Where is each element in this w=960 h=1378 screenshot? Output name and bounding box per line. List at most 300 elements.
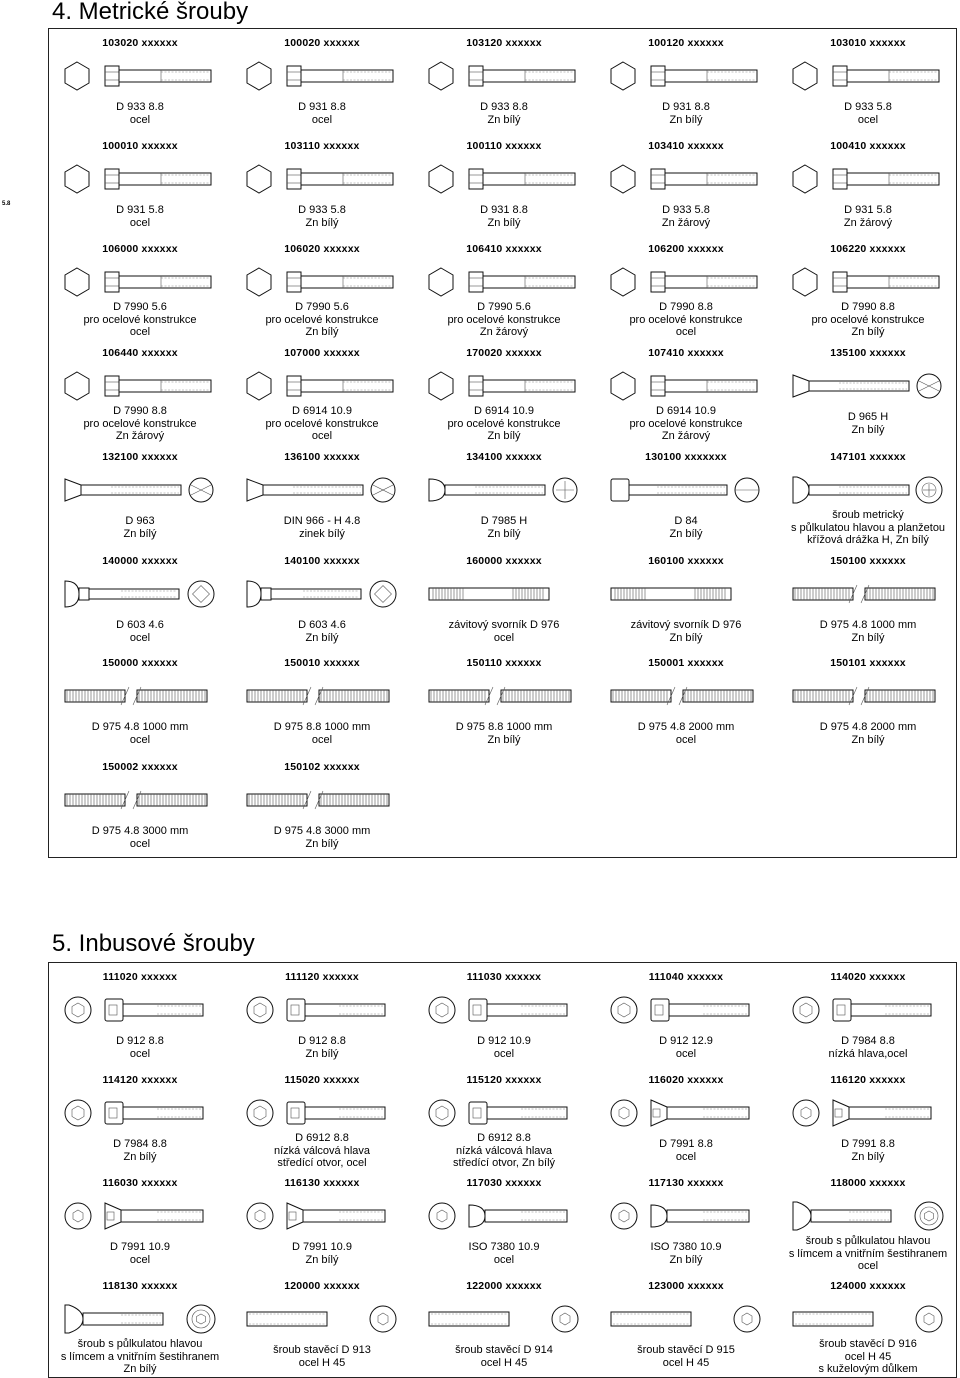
product-description [595, 1138, 777, 1163]
threaded-stud-icon [425, 577, 585, 616]
product-description [595, 301, 777, 339]
product-description [49, 1241, 231, 1266]
description-line: D 963 [125, 515, 155, 527]
product-code: 136100 xxxxxx [284, 451, 360, 463]
description-line: Zn bílý [851, 326, 885, 338]
description-line: nízká válcová hlava [456, 1144, 552, 1157]
pan-head-screw-icon [425, 473, 585, 512]
description-line: ISO 7380 10.9 [468, 1241, 540, 1253]
description-line: Zn bílý [305, 631, 339, 644]
product-code: 132100 xxxxxx [102, 451, 178, 463]
cheese-head-screw-icon [607, 473, 767, 512]
description-line: pro ocelové konstrukce [629, 417, 743, 430]
threaded-rod-icon [61, 679, 221, 718]
description-line: s půlkulatou hlavou a planžetou [790, 521, 946, 534]
product-code: 150100 xxxxxx [830, 555, 906, 567]
description-line: Zn bílý [487, 733, 521, 746]
product-description [413, 101, 595, 126]
description-line: D 6914 10.9 [656, 405, 716, 417]
description-line: D 6912 8.8 [295, 1132, 349, 1144]
product-description [413, 1132, 595, 1170]
product-description [595, 405, 777, 443]
description-line: Zn bílý [851, 631, 885, 644]
set-screw-icon [607, 1302, 767, 1341]
description-line: šroub metrický [832, 509, 904, 521]
description-line: pro ocelové konstrukce [265, 417, 379, 430]
description-line: šroub stavěcí D 913 [273, 1344, 371, 1356]
product-code: 117030 xxxxxx [466, 1177, 542, 1189]
description-line: D 975 4.8 1000 mm [91, 721, 189, 733]
product-code: 107000 xxxxxx [284, 347, 360, 359]
description-line: D 7991 10.9 [110, 1241, 170, 1253]
description-line: středící otvor, ocel [277, 1157, 367, 1169]
product-description [231, 1344, 413, 1369]
socket-cap-screw-icon [607, 993, 767, 1032]
description-line: s límcem a vnitřním šestihranem [788, 1247, 948, 1260]
description-line: nízká hlava,ocel [828, 1047, 908, 1060]
socket-screws-grid [48, 962, 957, 1378]
product-description [231, 825, 413, 850]
description-line: ocel [129, 326, 151, 338]
product-code: 140000 xxxxxx [102, 555, 178, 567]
product-code: 124000 xxxxxx [830, 1280, 906, 1292]
hex-bolt-icon [425, 59, 585, 98]
description-line: s límcem a vnitřním šestihranem [60, 1350, 220, 1363]
product-description [49, 1138, 231, 1163]
socket-cap-screw-icon [243, 1096, 403, 1135]
description-line: D 7990 8.8 [841, 301, 895, 313]
description-line: D 975 4.8 3000 mm [273, 825, 371, 837]
description-line: ocel [311, 430, 333, 442]
stray-label: 5.8 [2, 201, 11, 207]
section-title-socket: 5. Inbusové šrouby [52, 930, 255, 957]
description-line: Zn žárový [843, 216, 893, 229]
threaded-rod-icon [789, 679, 949, 718]
description-line: D 931 8.8 [298, 101, 346, 113]
threaded-stud-icon [607, 577, 767, 616]
product-code: 170020 xxxxxx [466, 347, 542, 359]
description-line: ocel [675, 1047, 697, 1060]
product-description [413, 1035, 595, 1060]
socket-cap-screw-icon [61, 993, 221, 1032]
product-description [49, 1338, 231, 1376]
product-description [231, 204, 413, 229]
description-line: D 6912 8.8 [477, 1132, 531, 1144]
description-line: Zn bílý [305, 837, 339, 850]
description-line: pro ocelové konstrukce [265, 313, 379, 326]
product-code: 100410 xxxxxx [830, 140, 906, 152]
description-line: D 965 H [847, 411, 889, 423]
description-line: ocel [129, 631, 151, 644]
product-code: 140100 xxxxxx [284, 555, 360, 567]
product-description [231, 721, 413, 746]
product-description [231, 301, 413, 339]
flange-button-socket-screw-icon [61, 1302, 221, 1341]
product-code: 103110 xxxxxx [284, 140, 360, 152]
description-line: ocel [675, 1150, 697, 1163]
product-code: 111040 xxxxxx [648, 971, 724, 983]
product-code: 111120 xxxxxx [285, 971, 359, 983]
description-line: D 7991 10.9 [292, 1241, 352, 1253]
product-description [777, 411, 959, 436]
product-code: 130100 xxxxxxx [645, 451, 727, 463]
description-line: ocel [129, 1253, 151, 1266]
description-line: D 7984 8.8 [841, 1035, 895, 1047]
product-code: 150010 xxxxxx [284, 657, 360, 669]
description-line: ocel [129, 837, 151, 850]
product-description [777, 721, 959, 746]
product-description [49, 301, 231, 339]
description-line: D 931 8.8 [662, 101, 710, 113]
description-line: D 7990 5.6 [295, 301, 349, 313]
hex-bolt-icon [61, 265, 221, 304]
product-description [595, 619, 777, 644]
description-line: D 912 8.8 [116, 1035, 164, 1047]
product-description [49, 619, 231, 644]
description-line: ocel [493, 1253, 515, 1266]
product-description [777, 619, 959, 644]
product-code: 115020 xxxxxx [284, 1074, 360, 1086]
product-code: 134100 xxxxxx [466, 451, 542, 463]
hex-bolt-icon [789, 59, 949, 98]
description-line: D 931 5.8 [116, 204, 164, 216]
description-line: Zn bílý [487, 113, 521, 126]
product-description [231, 515, 413, 540]
product-description [777, 204, 959, 229]
product-description [777, 509, 959, 547]
description-line: Zn bílý [851, 733, 885, 746]
hex-bolt-icon [425, 265, 585, 304]
description-line: D 7985 H [480, 515, 528, 527]
product-code: 114120 xxxxxx [102, 1074, 178, 1086]
product-description [49, 721, 231, 746]
countersunk-socket-screw-icon [607, 1096, 767, 1135]
set-screw-icon [243, 1302, 403, 1341]
description-line: šroub stavěcí D 914 [455, 1344, 553, 1356]
product-description [777, 1235, 959, 1273]
hex-bolt-icon [789, 265, 949, 304]
description-line: šroub s půlkulatou hlavou [77, 1338, 203, 1350]
product-description [231, 101, 413, 126]
description-line: pro ocelové konstrukce [83, 417, 197, 430]
hex-bolt-icon [61, 59, 221, 98]
product-description [777, 101, 959, 126]
set-screw-icon [789, 1302, 949, 1341]
product-description [595, 721, 777, 746]
countersunk-screw-icon [61, 473, 221, 512]
description-line: Zn bílý [669, 1253, 703, 1266]
socket-cap-screw-icon [61, 1096, 221, 1135]
flange-button-socket-screw-icon [789, 1199, 949, 1238]
description-line: Zn bílý [669, 113, 703, 126]
description-line: pro ocelové konstrukce [629, 313, 743, 326]
description-line: šroub s půlkulatou hlavou [805, 1235, 931, 1247]
product-description [595, 515, 777, 540]
product-description [49, 825, 231, 850]
product-description [413, 1241, 595, 1266]
description-line: D 975 4.8 2000 mm [819, 721, 917, 733]
socket-cap-screw-icon [425, 1096, 585, 1135]
description-line: ocel [675, 733, 697, 746]
product-code: 103120 xxxxxx [466, 37, 542, 49]
description-line: Zn bílý [305, 1253, 339, 1266]
product-code: 117130 xxxxxx [648, 1177, 724, 1189]
product-description [777, 1035, 959, 1060]
description-line: ocel [493, 1047, 515, 1060]
button-head-socket-screw-icon [425, 1199, 585, 1238]
product-description [777, 1338, 959, 1376]
product-code: 103410 xxxxxx [648, 140, 724, 152]
description-line: s kuželovým důlkem [818, 1363, 918, 1375]
product-description [231, 405, 413, 443]
description-line: ocel [857, 113, 879, 126]
product-description [49, 204, 231, 229]
description-line: D 931 5.8 [844, 204, 892, 216]
product-code: 122000 xxxxxx [466, 1280, 542, 1292]
product-code: 150102 xxxxxx [284, 761, 360, 773]
product-code: 116030 xxxxxx [102, 1177, 178, 1189]
description-line: ocel [129, 113, 151, 126]
description-line: D 912 8.8 [298, 1035, 346, 1047]
product-code: 160100 xxxxxx [648, 555, 724, 567]
socket-cap-screw-icon [789, 993, 949, 1032]
product-description [413, 301, 595, 339]
carriage-bolt-icon [243, 577, 403, 616]
description-line: D 933 8.8 [116, 101, 164, 113]
product-code: 106440 xxxxxx [102, 347, 178, 359]
hex-bolt-icon [61, 369, 221, 408]
hex-bolt-icon [243, 59, 403, 98]
description-line: zinek bílý [299, 527, 345, 540]
description-line: Zn bílý [123, 1150, 157, 1163]
product-code: 106020 xxxxxx [284, 243, 360, 255]
product-description [49, 101, 231, 126]
countersunk-socket-screw-icon [243, 1199, 403, 1238]
product-description [413, 405, 595, 443]
product-code: 118130 xxxxxx [102, 1280, 178, 1292]
description-line: Zn bílý [669, 527, 703, 540]
product-code: 147101 xxxxxx [830, 451, 906, 463]
description-line: křížová drážka H, Zn bílý [807, 534, 929, 546]
hex-bolt-icon [607, 369, 767, 408]
description-line: Zn bílý [487, 430, 521, 442]
countersunk-socket-screw-icon [61, 1199, 221, 1238]
product-code: 111020 xxxxxx [102, 971, 178, 983]
description-line: ocel [129, 216, 151, 229]
product-description [595, 1035, 777, 1060]
description-line: Zn bílý [305, 1047, 339, 1060]
description-line: D 7990 5.6 [113, 301, 167, 313]
description-line: Zn bílý [305, 216, 339, 229]
description-line: ocel H 45 [662, 1356, 710, 1369]
description-line: Zn bílý [487, 527, 521, 540]
description-line: pro ocelové konstrukce [447, 313, 561, 326]
countersunk-screw-icon [243, 473, 403, 512]
description-line: ocel [675, 326, 697, 338]
socket-cap-screw-icon [243, 993, 403, 1032]
description-line: Zn bílý [123, 1363, 157, 1375]
product-description [49, 1035, 231, 1060]
product-description [413, 1344, 595, 1369]
description-line: Zn žárový [661, 430, 711, 442]
threaded-rod-icon [243, 783, 403, 822]
description-line: D 6914 10.9 [292, 405, 352, 417]
hex-bolt-icon [607, 265, 767, 304]
product-description [231, 1241, 413, 1266]
product-description [231, 619, 413, 644]
description-line: ocel [129, 733, 151, 746]
product-code: 114020 xxxxxx [830, 971, 906, 983]
description-line: DIN 966 - H 4.8 [283, 515, 361, 527]
description-line: pro ocelové konstrukce [811, 313, 925, 326]
product-code: 100110 xxxxxx [466, 140, 542, 152]
threaded-rod-icon [243, 679, 403, 718]
product-description [49, 515, 231, 540]
product-code: 106000 xxxxxx [102, 243, 178, 255]
description-line: středící otvor, Zn bílý [452, 1157, 556, 1169]
section-title-metric: 4. Metrické šrouby [52, 0, 249, 25]
product-description [413, 204, 595, 229]
product-code: 150001 xxxxxx [648, 657, 724, 669]
product-code: 106220 xxxxxx [830, 243, 906, 255]
product-code: 120000 xxxxxx [284, 1280, 360, 1292]
description-line: Zn bílý [669, 631, 703, 644]
countersunk-socket-screw-icon [789, 1096, 949, 1135]
description-line: D 912 12.9 [659, 1035, 713, 1047]
flange-head-screw-icon [789, 473, 949, 512]
product-code: 135100 xxxxxx [830, 347, 906, 359]
carriage-bolt-icon [61, 577, 221, 616]
description-line: šroub stavěcí D 915 [637, 1344, 735, 1356]
button-head-socket-screw-icon [607, 1199, 767, 1238]
description-line: D 6914 10.9 [474, 405, 534, 417]
product-code: 100020 xxxxxx [284, 37, 360, 49]
product-code: 106410 xxxxxx [466, 243, 542, 255]
socket-cap-screw-icon [425, 993, 585, 1032]
product-code: 116130 xxxxxx [284, 1177, 360, 1189]
description-line: Zn bílý [487, 216, 521, 229]
threaded-rod-icon [789, 577, 949, 616]
description-line: Zn žárový [661, 216, 711, 229]
description-line: ISO 7380 10.9 [650, 1241, 722, 1253]
threaded-rod-icon [61, 783, 221, 822]
product-code: 115120 xxxxxx [466, 1074, 542, 1086]
hex-bolt-icon [425, 369, 585, 408]
description-line: D 7990 8.8 [659, 301, 713, 313]
description-line: D 931 8.8 [480, 204, 528, 216]
description-line: závitový svorník D 976 [630, 619, 742, 631]
product-code: 100120 xxxxxx [648, 37, 724, 49]
countersunk-screw-icon [789, 369, 949, 408]
description-line: pro ocelové konstrukce [83, 313, 197, 326]
description-line: D 7990 5.6 [477, 301, 531, 313]
description-line: D 7991 8.8 [659, 1138, 713, 1150]
hex-bolt-icon [243, 265, 403, 304]
product-description [231, 1035, 413, 1060]
description-line: D 933 8.8 [480, 101, 528, 113]
threaded-rod-icon [425, 679, 585, 718]
description-line: nízká válcová hlava [274, 1144, 370, 1157]
hex-bolt-icon [607, 59, 767, 98]
description-line: ocel [493, 631, 515, 644]
product-description [777, 1138, 959, 1163]
product-description [49, 405, 231, 443]
product-description [231, 1132, 413, 1170]
product-description [595, 1344, 777, 1369]
hex-bolt-icon [425, 162, 585, 201]
set-screw-icon [425, 1302, 585, 1341]
description-line: D 975 8.8 1000 mm [273, 721, 371, 733]
product-description [413, 721, 595, 746]
description-line: D 7991 8.8 [841, 1138, 895, 1150]
product-code: 118000 xxxxxx [830, 1177, 906, 1189]
product-code: 150002 xxxxxx [102, 761, 178, 773]
description-line: závitový svorník D 976 [448, 619, 560, 631]
product-description [595, 204, 777, 229]
product-code: 111030 xxxxxx [466, 971, 542, 983]
description-line: D 975 8.8 1000 mm [455, 721, 553, 733]
description-line: šroub stavěcí D 916 [819, 1338, 917, 1350]
description-line: Zn bílý [851, 423, 885, 436]
description-line: D 84 [674, 515, 698, 527]
product-description [413, 619, 595, 644]
product-code: 103020 xxxxxx [102, 37, 178, 49]
product-description [595, 101, 777, 126]
description-line: D 975 4.8 3000 mm [91, 825, 189, 837]
product-code: 150101 xxxxxx [830, 657, 906, 669]
hex-bolt-icon [607, 162, 767, 201]
description-line: D 975 4.8 2000 mm [637, 721, 735, 733]
threaded-rod-icon [607, 679, 767, 718]
hex-bolt-icon [243, 162, 403, 201]
product-code: 123000 xxxxxx [648, 1280, 724, 1292]
product-code: 150000 xxxxxx [102, 657, 178, 669]
description-line: ocel [311, 733, 333, 746]
product-description [777, 301, 959, 339]
description-line: D 912 10.9 [477, 1035, 531, 1047]
description-line: D 933 5.8 [298, 204, 346, 216]
description-line: Zn bílý [305, 326, 339, 338]
description-line: D 975 4.8 1000 mm [819, 619, 917, 631]
description-line: Zn bílý [851, 1150, 885, 1163]
description-line: ocel H 45 [844, 1350, 892, 1363]
hex-bolt-icon [61, 162, 221, 201]
description-line: D 7984 8.8 [113, 1138, 167, 1150]
product-code: 116120 xxxxxx [830, 1074, 906, 1086]
description-line: Zn žárový [479, 326, 529, 338]
hex-bolt-icon [789, 162, 949, 201]
description-line: Zn žárový [115, 430, 165, 442]
description-line: ocel [857, 1260, 879, 1272]
product-code: 150110 xxxxxx [466, 657, 542, 669]
product-code: 103010 xxxxxx [830, 37, 906, 49]
description-line: D 933 5.8 [662, 204, 710, 216]
hex-bolt-icon [243, 369, 403, 408]
product-code: 100010 xxxxxx [102, 140, 178, 152]
description-line: ocel [311, 113, 333, 126]
product-code: 116020 xxxxxx [648, 1074, 724, 1086]
description-line: D 7990 8.8 [113, 405, 167, 417]
description-line: Zn bílý [123, 527, 157, 540]
description-line: ocel H 45 [298, 1356, 346, 1369]
description-line: D 603 4.6 [298, 619, 346, 631]
description-line: pro ocelové konstrukce [447, 417, 561, 430]
product-code: 106200 xxxxxx [648, 243, 724, 255]
product-description [413, 515, 595, 540]
product-code: 107410 xxxxxx [648, 347, 724, 359]
description-line: ocel [129, 1047, 151, 1060]
description-line: D 603 4.6 [116, 619, 164, 631]
